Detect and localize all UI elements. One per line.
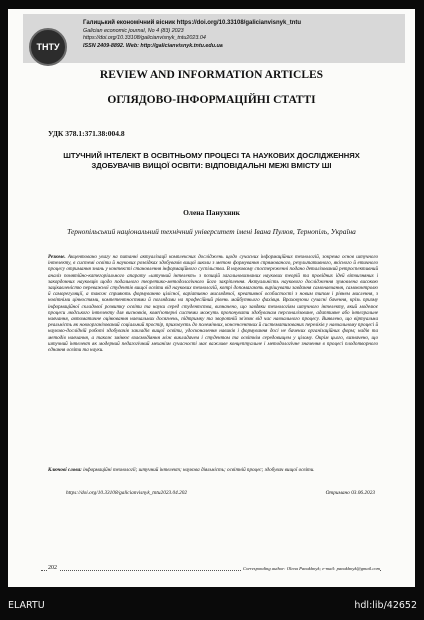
keywords xyxy=(48,467,378,473)
author-affiliation: Тернопільський національний технічний університет імені Івана Пулюя, Тернопіль, Україна xyxy=(67,227,356,236)
received-date: Отримано 03.06.2023 xyxy=(325,490,375,496)
journal-header xyxy=(23,14,405,63)
section-title-en: REVIEW AND INFORMATION ARTICLES xyxy=(99,69,324,81)
paper-title: ШТУЧНИЙ ІНТЕЛЕКТ В ОСВІТНЬОМУ ПРОЦЕСІ ТА НАУКОВИХ ДОСЛІДЖЕННЯХ ЗДОБУВАЧІВ ВИЩОЇ ОСВІТИ: ВІДПОВІДАЛЬНІ МЕЖІ ВМІСТУ ШІ xyxy=(63,151,360,170)
journal-doi: https://doi.org/10.33108/galicianvisnyk_tntu2023.04 xyxy=(83,35,206,42)
repository-name: ELARTU xyxy=(8,600,45,611)
document-page xyxy=(8,9,415,587)
keywords-text: інформаційні технології; штучний інтелект; наукова діяльність; освітній процес; здобувач вищої освіти. xyxy=(83,467,315,473)
abstract xyxy=(48,254,378,353)
keywords-label: Ключові слова: xyxy=(48,467,82,473)
section-title-ua: ОГЛЯДОВО-ІНФОРМАЦІЙНІ СТАТТІ xyxy=(107,94,316,106)
abstract-text: Акцентовано увагу на питанні актуалізації комплексних досліджень щодо сучасних інформаційних технологій, зокрема основ штучного інтелекту, в системі освіти й наукових розвідках здобувачів вищої школи з метою формування спрямованого, результативного, якісного й етичного процесу отримання знань у контексті становлення інформаційного суспільства. В науковому спостереженні подано деталізований ретроспективний аналіз понятійно-категоріального апарату «штучний інтелект» з позицій загальновизнаних наукових теорій та провідних ідей вітчизняних і закордонних науковців щодо подального теоретико-методологічного його закріплення. Актуальність наукового дослідження зумовлена високою зацікавленістю переважної студентів вищої освіти від наукових технологій, котрі допомагають вирішувати завдання самонавчання, самоконтролю й саморегуляції, а також сприяють формуванню цілісної, варіативно мислядячої, креативної особистості з новим типом і рівнем мислення, з новітніми цінностями, компетентностями й поглядами на професійний рівень майбутнього фахівця. Враховуючи сучасні бачення, крізь призму інформаційної складової розвитку освіти та науки серед студентства, визначено, що завдяки технологіям штучного інтелекту, який моделює процеси людського інтелекту для висновків, комп'ютерні системи можуть пропонувати здобувачам персоналізоване, адаптивне або інтегральне навчання, автоматичне оцінювання навчальних досягнень, підтримку та зворотній зв'язок від час навчального процесу. Виявлено, що віртуальна реальність як новоорганізований соціальний простір, приховуєть до полемічних, консенсентних й систематизованих переліків у навчальному процесі й науково-дослідній роботі здобувачів закладів вищої освіти, удосконалення навиків і формування досі не бачених організаційних форм; надів та методів навчання, а також змінює взаємодіяння між викладачем і студентом та освітнім середовищем у цілому. Окрім цього, визначено, що штучний інтелект як модерний педагогічний механізм сучасності має важливе концептуальне і методологічне значення в процесі плодотворного єднання освіти та науки. xyxy=(48,254,379,354)
page-number: 202 xyxy=(48,565,57,571)
journal-issn: ISSN 2409-8892. Web: http://galicianvisnyk.tntu.edu.ua xyxy=(83,42,223,49)
article-doi-link[interactable]: https://doi.org/10.33108/galicianvisnyk_tntu2023.04.202 xyxy=(66,490,188,496)
journal-issue: Galician economic journal, No 4 (83) 2023 xyxy=(83,27,184,34)
handle-id: hdl:lib/42652 xyxy=(354,600,417,611)
journal-name: Галицький економічний вісник https://doi.org/10.33108/galicianvisnyk_tntu xyxy=(83,20,302,26)
corresponding-author: Corresponding author: Olena Panukhnyk; e-mail: panukhnyk@gmail.com xyxy=(243,566,380,571)
journal-logo: ТНТУ xyxy=(29,28,67,66)
udk-code: УДК 378.1:371.38:004.8 xyxy=(48,129,125,138)
journal-header-text xyxy=(83,20,403,50)
abstract-label: Резюме. xyxy=(48,254,66,260)
author-name: Олена Панухник xyxy=(183,208,240,217)
